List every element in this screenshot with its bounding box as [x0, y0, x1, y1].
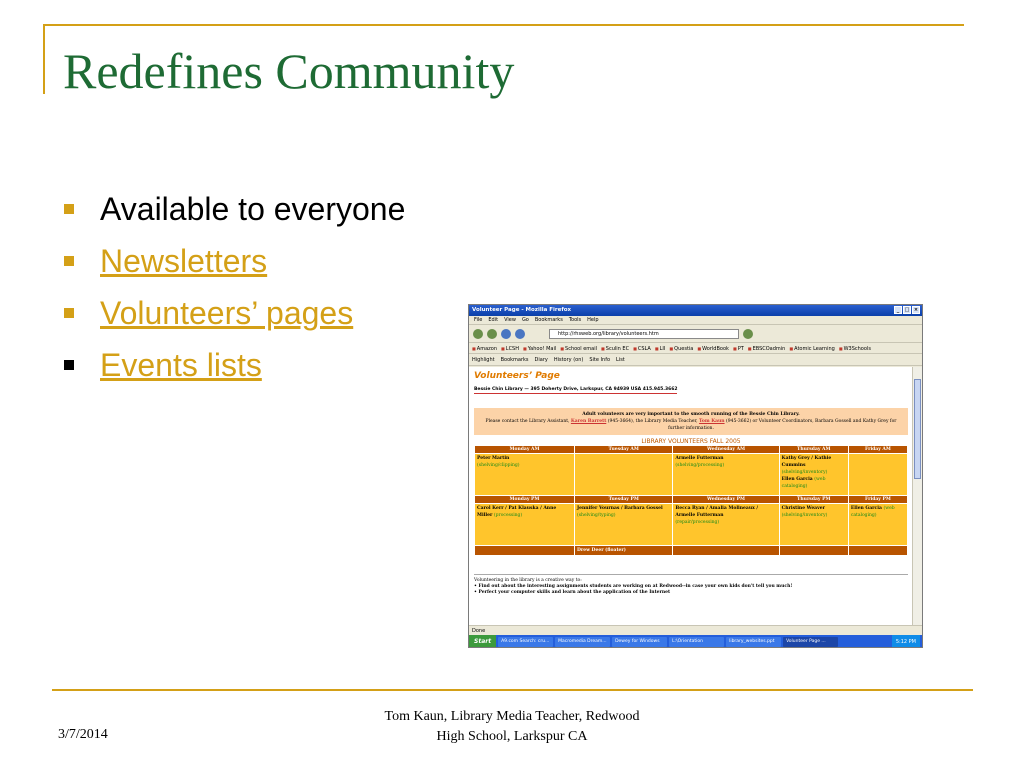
home-icon[interactable]: [515, 329, 525, 339]
notice-heading: Adult volunteers are very important to the smooth running of the Bessie Chin Library.: [582, 412, 800, 417]
browser-screenshot: [468, 304, 923, 648]
bookmark-item[interactable]: ■ LII: [655, 343, 666, 353]
am-header: Monday AM: [475, 446, 575, 454]
volunteer-task: (web cataloging): [850, 506, 895, 518]
intro-item: • Find out about the interesting assignments students are working on at Redwood--in case your own kids don't tell you much!: [474, 584, 793, 589]
bullet-marker: [64, 204, 74, 214]
slide-title: Redefines Community: [63, 43, 515, 99]
footer-credit-line: High School, Larkspur CA: [436, 729, 588, 744]
menu-file[interactable]: File: [474, 317, 483, 323]
menu-view[interactable]: View: [504, 317, 516, 323]
footer-date: 3/7/2014: [58, 727, 108, 742]
intro-item-text: Find out about the interesting assignments students are working on at Redwood--in case your own kids don't tell you much!: [478, 584, 793, 589]
bullet-item: [62, 238, 405, 290]
bullet-item: [62, 342, 405, 394]
toolbar-item[interactable]: Site Info: [589, 357, 611, 363]
menu-bar: [469, 316, 922, 325]
page-content: [469, 367, 913, 625]
toolbar-item[interactable]: List: [616, 357, 625, 363]
pm-header: Friday PM: [848, 496, 907, 504]
notice-text: (945-3662) or Volunteer Coordinators, Barbara Gossell and Kathy Grey for further information.: [668, 419, 897, 431]
volunteer-task: (shelving/processing): [675, 463, 725, 468]
footer-credit-line: Tom Kaun, Library Media Teacher, Redwood: [384, 709, 640, 724]
notice-text: (945-3664), the Library Media Teacher,: [607, 419, 698, 424]
bookmark-item[interactable]: ■ CSLA: [633, 343, 651, 353]
bullet-marker: [64, 308, 74, 318]
bookmark-item[interactable]: ■ School email: [560, 343, 597, 353]
teacher-link[interactable]: Tom Kaun: [699, 419, 725, 424]
maximize-icon[interactable]: □: [904, 307, 910, 313]
bullet-marker: [64, 256, 74, 266]
pm-header: Tuesday PM: [574, 496, 672, 504]
volunteer-task: (shelving/inventory): [781, 470, 828, 475]
volunteer-names: Kathy Grey / Kathie Cummins: [781, 456, 832, 468]
taskbar-item[interactable]: A9.com Search: cru...: [498, 637, 553, 647]
forward-icon[interactable]: [487, 329, 497, 339]
volunteer-task: (shelving/typing): [576, 513, 616, 518]
intro-section: [474, 574, 908, 596]
top-rule: [43, 24, 964, 26]
menu-go[interactable]: Go: [521, 317, 529, 323]
pm-header: Thursday PM: [779, 496, 848, 504]
bullet-item: [62, 290, 405, 342]
pm-header: Monday PM: [475, 496, 575, 504]
volunteer-task: (repair/processing): [675, 520, 720, 525]
back-icon[interactable]: [473, 329, 483, 339]
menu-tools[interactable]: Tools: [568, 317, 582, 323]
vertical-scrollbar[interactable]: [912, 367, 922, 625]
taskbar-item[interactable]: Dewey for Windows: [612, 637, 667, 647]
taskbar-item[interactable]: L:\Orientation: [669, 637, 724, 647]
bottom-rule: [52, 689, 973, 691]
extension-toolbar: [469, 354, 922, 366]
bullet-list: [62, 186, 405, 394]
intro-item-text: Perfect your computer skills and learn about the application of the Internet: [478, 590, 671, 595]
schedule-cell: [475, 504, 575, 546]
volunteer-task: (shelving/inventory): [781, 513, 828, 518]
am-header: Wednesday AM: [673, 446, 779, 454]
volunteer-names: Becca Ryan / Amalia Molineaux / Armelle Futterman: [675, 506, 758, 518]
volunteer-names: Christine Weaver: [781, 506, 825, 511]
scrollbar-thumb[interactable]: [914, 379, 921, 479]
volunteer-notice: [474, 408, 908, 435]
reload-icon[interactable]: [501, 329, 511, 339]
bookmark-item[interactable]: ■ PT: [733, 343, 744, 353]
schedule-cell: [779, 504, 848, 546]
close-icon[interactable]: ×: [913, 307, 919, 313]
taskbar-item[interactable]: library_websites.ppt: [726, 637, 781, 647]
bookmark-item[interactable]: ■ EBSCOadmin: [748, 343, 786, 353]
window-title: Volunteer Page - Mozilla Firefox: [472, 307, 572, 313]
bullet-marker: [64, 360, 74, 370]
volunteer-task: (processing): [493, 513, 523, 518]
window-controls: [894, 306, 920, 314]
toolbar-item[interactable]: Highlight: [472, 357, 495, 363]
events-lists-link[interactable]: Events lists: [100, 347, 262, 383]
library-address: Bessie Chin Library — 395 Doherty Drive, Larkspur, CA 94939 USA 415.945.3662: [474, 387, 678, 392]
bookmark-item[interactable]: ■ Questia: [669, 343, 693, 353]
menu-bookmarks[interactable]: Bookmarks: [534, 317, 563, 323]
menu-help[interactable]: Help: [587, 317, 599, 323]
floater-cell: Drew Deer (floater): [574, 546, 672, 556]
taskbar-item-active[interactable]: Volunteer Page ...: [783, 637, 838, 647]
schedule-cell: [673, 504, 779, 546]
bookmark-item[interactable]: ■ LCSH: [501, 343, 519, 353]
schedule-table: [474, 445, 908, 556]
am-header: Thursday AM: [779, 446, 848, 454]
start-button[interactable]: Start: [469, 635, 496, 648]
taskbar-item[interactable]: Macromedia Dream...: [555, 637, 610, 647]
bookmark-item[interactable]: ■ WorldBook: [697, 343, 729, 353]
newsletters-link[interactable]: Newsletters: [100, 243, 268, 279]
windows-taskbar: [469, 635, 922, 648]
schedule-cell: [673, 546, 779, 556]
schedule-cell: [848, 546, 907, 556]
am-header: Friday AM: [848, 446, 907, 454]
bookmark-item[interactable]: ■ Atomic Learning: [789, 343, 834, 353]
left-rule: [43, 24, 45, 94]
system-clock: 5:12 PM: [892, 635, 920, 648]
bookmark-item[interactable]: ■ W3Schools: [839, 343, 871, 353]
assistant-link[interactable]: Karen Barrett: [570, 419, 607, 424]
am-header: Tuesday AM: [574, 446, 672, 454]
schedule-cell: [673, 454, 779, 496]
schedule-title: LIBRARY VOLUNTEERS FALL 2005: [641, 438, 741, 445]
bullet-text: Available to everyone: [100, 191, 406, 227]
menu-edit[interactable]: Edit: [488, 317, 499, 323]
volunteer-task: (shelving/clipping): [477, 463, 520, 468]
go-icon[interactable]: [743, 329, 753, 339]
volunteer-names: Armelle Futterman: [675, 456, 724, 461]
volunteer-names: Jennifer Vournas / Barbara Gossel: [576, 506, 663, 511]
volunteers-pages-link[interactable]: Volunteers’ pages: [100, 295, 354, 331]
volunteer-names: Peter Martin: [477, 456, 510, 461]
schedule-cell: [779, 546, 848, 556]
status-bar: Done: [469, 625, 922, 635]
bookmarks-toolbar: [469, 343, 922, 354]
volunteer-names: Carol Kerr / Pat Klauska / Anne Miller: [477, 506, 557, 518]
schedule-cell: [475, 454, 575, 496]
bookmark-item[interactable]: ■ Yahoo! Mail: [523, 343, 556, 353]
schedule-cell: [848, 454, 907, 496]
pm-header: Wednesday PM: [673, 496, 779, 504]
intro-text: Volunteering in the library is a creative way to:: [474, 578, 582, 583]
footer-credit: [332, 707, 692, 747]
window-titlebar: [469, 305, 922, 316]
schedule-cell: [848, 504, 907, 546]
schedule-cell: [475, 546, 575, 556]
bullet-item: [62, 186, 405, 238]
page-heading: Volunteers’ Page: [474, 371, 560, 381]
volunteer-task: (web cataloging): [781, 477, 826, 489]
bookmark-item[interactable]: ■ Amazon: [472, 343, 497, 353]
notice-text: Please contact the Library Assistant,: [485, 419, 570, 424]
schedule-cell: [574, 504, 672, 546]
schedule-cell: [779, 454, 848, 496]
url-field[interactable]: http://rhsweb.org/library/volunteers.htm: [549, 329, 739, 339]
bookmark-item[interactable]: ■ Sculin EC: [601, 343, 629, 353]
minimize-icon[interactable]: _: [894, 306, 902, 314]
volunteer-names: Ellen Garcia: [850, 506, 882, 511]
volunteer-names: Ellen Garcia: [781, 477, 813, 482]
toolbar-item[interactable]: History (on): [553, 357, 584, 363]
intro-item: • Perfect your computer skills and learn about the application of the Internet: [474, 590, 671, 595]
toolbar-item[interactable]: Bookmarks: [500, 357, 529, 363]
schedule-cell: [574, 454, 672, 496]
navigation-toolbar: [469, 325, 922, 343]
toolbar-item[interactable]: Diary: [534, 357, 548, 363]
